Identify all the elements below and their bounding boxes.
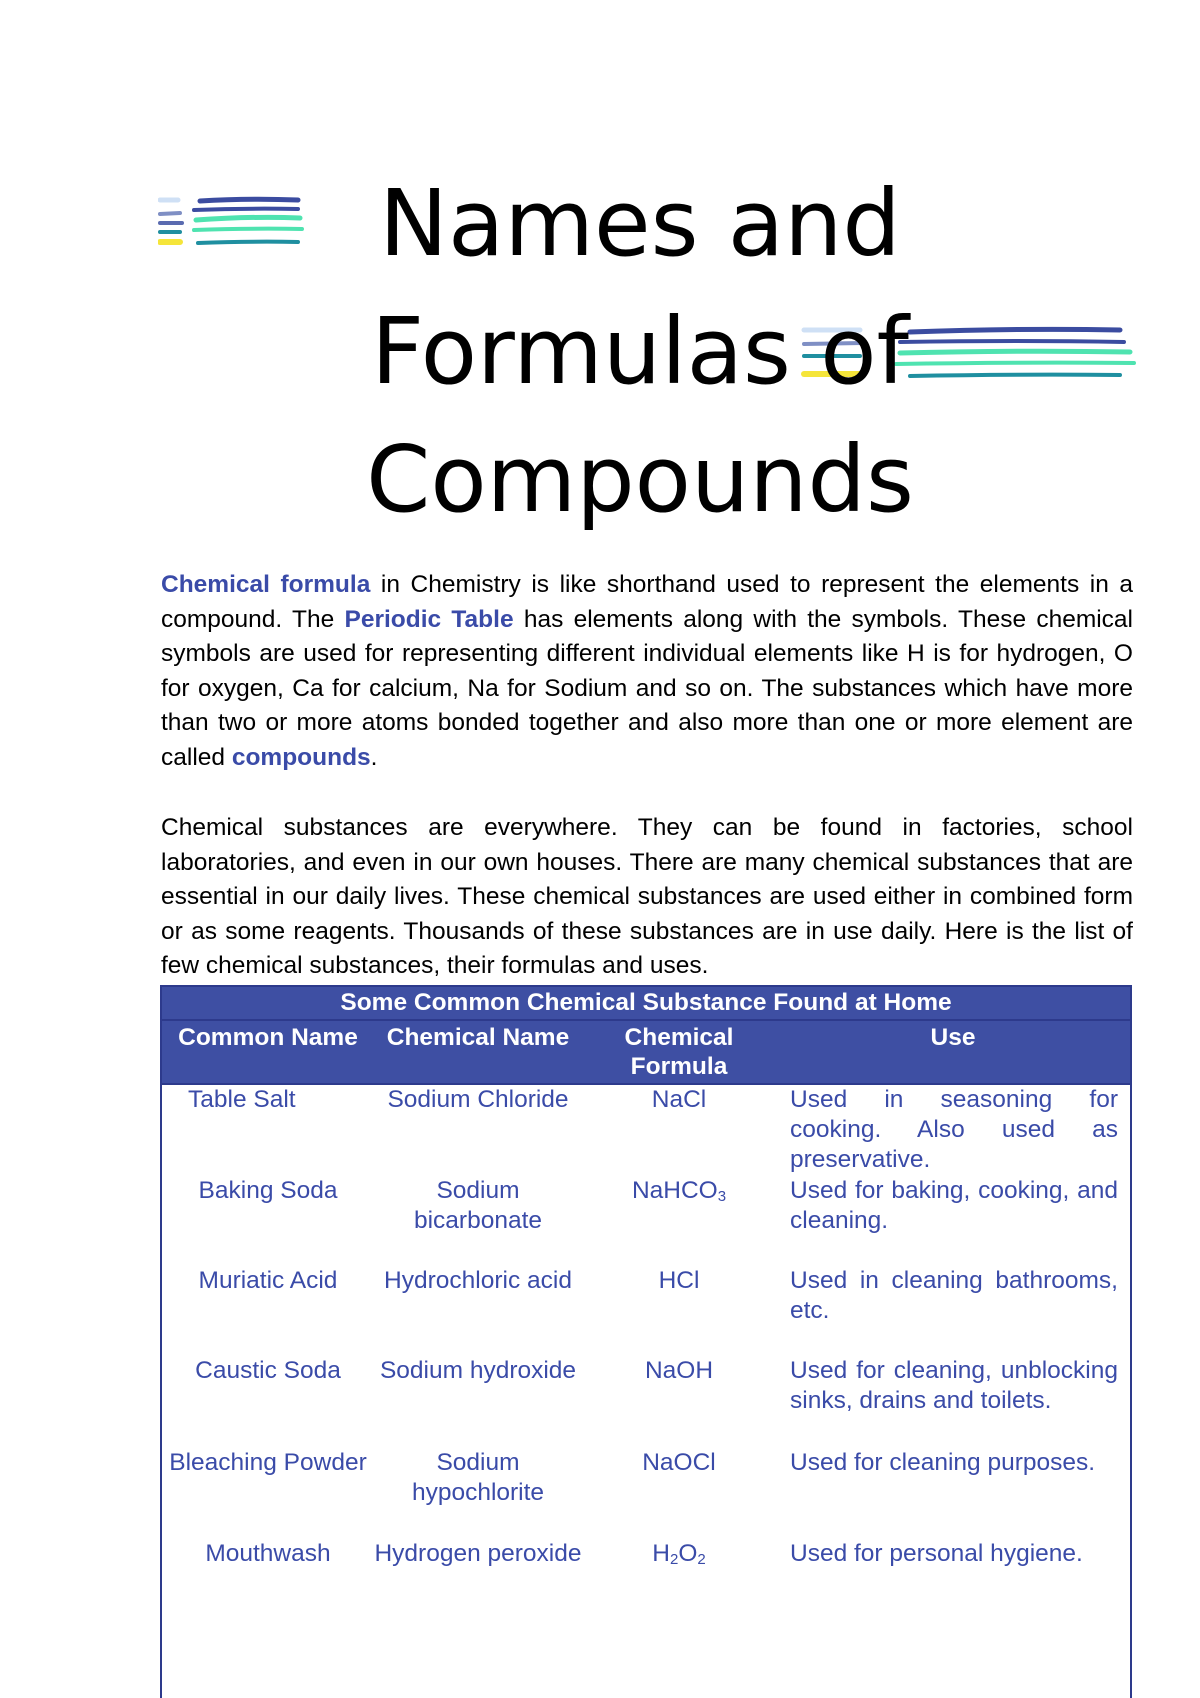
formula-text: HCl [658, 1267, 700, 1294]
formula-text: NaHCO [631, 1177, 718, 1204]
table-header [162, 987, 1130, 1085]
cell-formula [582, 1448, 776, 1539]
formula-text: O [678, 1540, 698, 1567]
table-row [162, 1539, 1130, 1629]
cell-formula [582, 1085, 776, 1176]
formula-text: NaCl [651, 1086, 707, 1113]
cell-common-name: Table Salt [188, 1086, 296, 1113]
table-row [162, 1448, 1130, 1539]
cell-common-name: Mouthwash [205, 1540, 331, 1567]
cell-common-name: Muriatic Acid [198, 1267, 338, 1294]
cell-use: Used for cleaning purposes. [790, 1449, 1096, 1476]
title-line-1: Names and [379, 170, 901, 277]
cell-use: Used in seasoning for cooking. Also used as preservative. [790, 1086, 1118, 1173]
formula-text: NaOCl [642, 1449, 716, 1476]
cell-use: Used for baking, cooking, and cleaning. [790, 1177, 1118, 1234]
title-line-3: Compounds [366, 426, 914, 533]
substances-paragraph: Chemical substances are everywhere. They can be found in factories, school laboratories, and even in our own houses. There are many chemical substances that are essential in our daily lives. These chemical substances are used either in combined form or as some reagents. Thousands of these substances are in use daily. Here is the list of few chemical substances, their formulas and uses. [161, 814, 1133, 979]
formula-text: NaOH [644, 1357, 714, 1384]
table-row [162, 1356, 1130, 1448]
cell-use: Used for cleaning, unblocking sinks, drains and toilets. [790, 1357, 1118, 1414]
table-row [162, 1176, 1130, 1266]
keyword-periodic-table: Periodic Table [344, 605, 514, 633]
cell-chemical-name: Sodium hypochlorite [411, 1449, 545, 1506]
header-common-name: Common Name [178, 1024, 358, 1051]
formula-subscript: 2 [669, 1551, 679, 1568]
header-use: Use [930, 1024, 976, 1051]
cell-common-name: Bleaching Powder [169, 1449, 367, 1476]
cell-formula [582, 1266, 776, 1356]
keyword-compounds: compounds [231, 743, 371, 771]
intro-paragraph [161, 568, 1133, 775]
cell-chemical-name: Hydrochloric acid [384, 1267, 572, 1294]
table-header-row [162, 1021, 1130, 1085]
cell-chemical-name: Hydrogen peroxide [374, 1540, 582, 1567]
cell-chemical-name: Sodium Chloride [387, 1086, 569, 1113]
cell-common-name: Caustic Soda [195, 1357, 341, 1384]
cell-formula [582, 1356, 776, 1448]
table-row [162, 1085, 1130, 1176]
header-chemical-name: Chemical Name [386, 1024, 570, 1051]
formula-subscript: 2 [697, 1551, 706, 1568]
formula-text: H [652, 1540, 670, 1567]
header-chemical-formula: Chemical Formula [624, 1024, 734, 1080]
intro-text-3: . [370, 743, 378, 771]
table-row [162, 1266, 1130, 1356]
formula-subscript: 3 [717, 1188, 727, 1205]
cell-chemical-name: Sodium bicarbonate [413, 1177, 543, 1234]
title-line-2: Formulas of [371, 298, 909, 405]
decorative-stripes-top [158, 196, 308, 256]
cell-formula [582, 1539, 776, 1629]
table-caption: Some Common Chemical Substance Found at Home [162, 987, 1130, 1021]
cell-formula [582, 1176, 776, 1266]
cell-use: Used in cleaning bathrooms, etc. [790, 1267, 1118, 1324]
cell-chemical-name: Sodium hydroxide [379, 1357, 577, 1384]
intro-text-1: in Chemistry is like shorthand used to represent the elements in a compound. The [161, 571, 1133, 633]
intro-text-2: has elements along with the symbols. These chemical symbols are used for representing different individual elements like H is for hydrogen, O for oxygen, Ca for calcium, Na for Sodium and so on. The substances which have more than two or more atoms bonded together and also more than one or more element are called [161, 605, 1133, 771]
page-title [330, 160, 950, 544]
cell-common-name: Baking Soda [198, 1177, 338, 1204]
keyword-chemical-formula: Chemical formula [161, 571, 371, 598]
substances-table [160, 985, 1132, 1698]
cell-use: Used for personal hygiene. [790, 1540, 1083, 1567]
